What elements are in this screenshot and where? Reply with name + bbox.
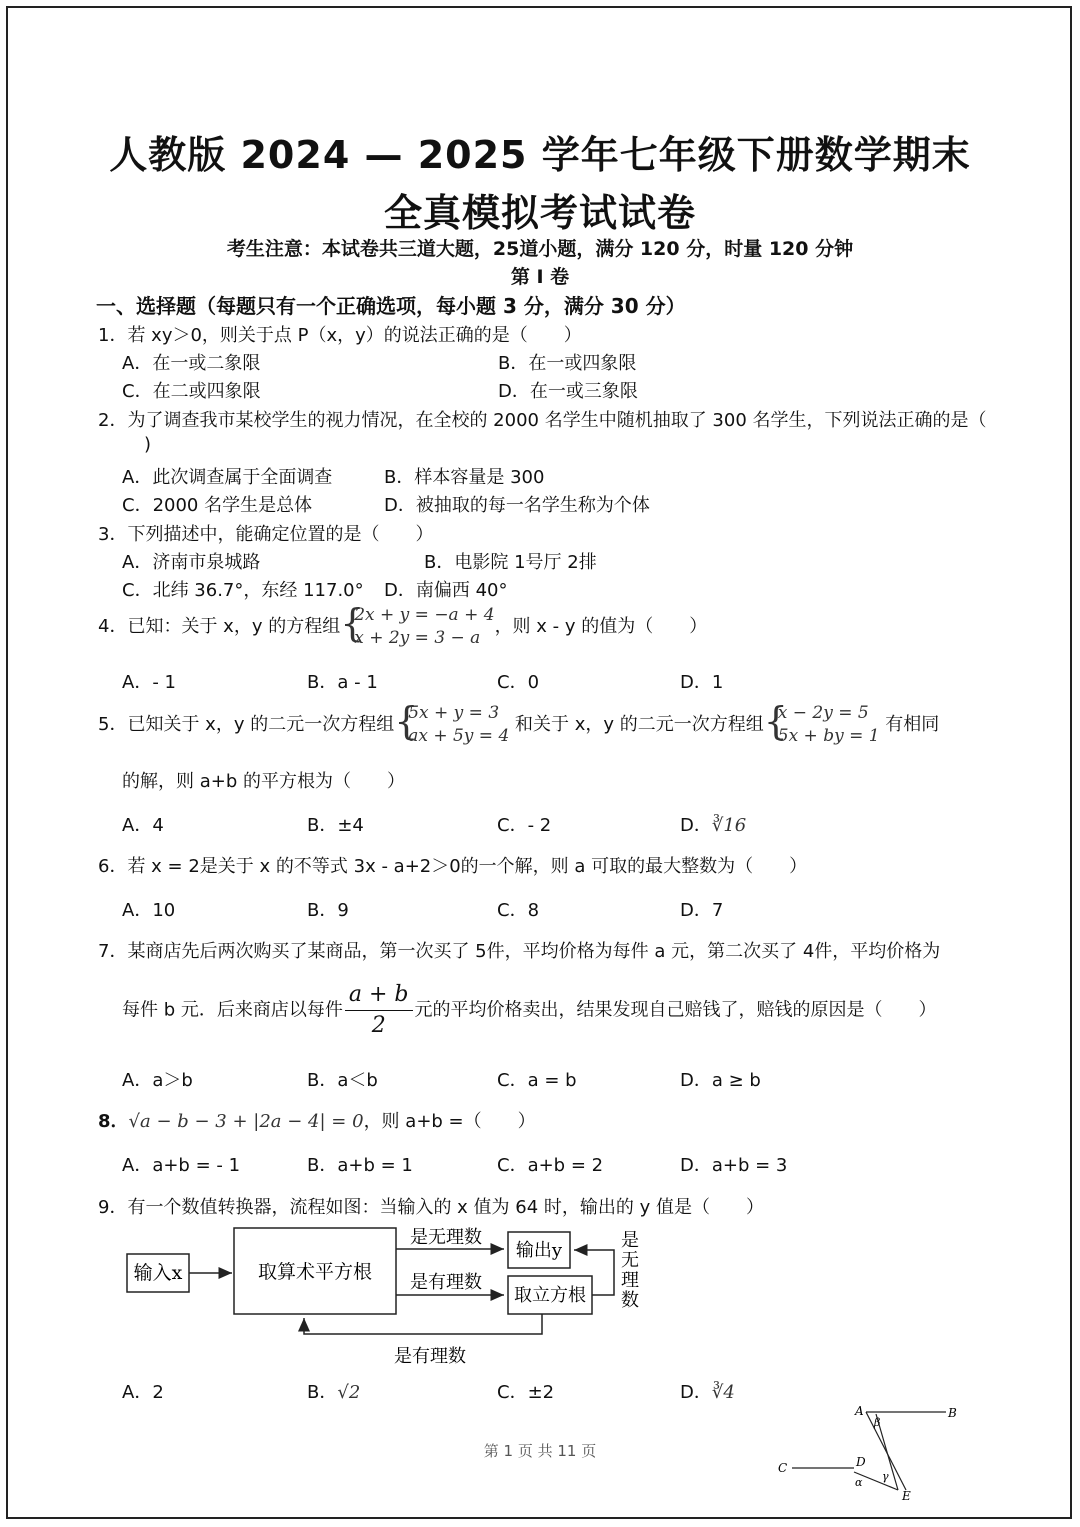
volume-label: 第 Ⅰ 卷 (510, 266, 570, 288)
angle-gamma-label: γ (882, 1470, 889, 1483)
q4-eq2: x + 2y = 3 − a (354, 628, 481, 648)
flow-irrational-side-char1: 是 (621, 1230, 639, 1251)
question-2-stem: 2．为了调查我市某校学生的视力情况，在全校的 2000 名学生中随机抽取了 300 名学生，下列说法正确的是（ (98, 410, 987, 431)
flow-sqrt-label: 取算术平方根 (257, 1261, 373, 1283)
q8-expression: √a − b − 3 + |2a − 4| = 0 (128, 1111, 364, 1132)
question-5-line2: 的解，则 a+b 的平方根为（ ） (122, 771, 405, 792)
q5-sysb-eq1: x − 2y = 5 (777, 703, 869, 723)
q4-option-b: B．a - 1 (307, 672, 378, 693)
exam-title-line1: 人教版 2024 — 2025 学年七年级下册数学期末 (109, 133, 971, 177)
point-a-label: A (855, 1404, 864, 1418)
question-2-stem-end: ) (144, 434, 152, 455)
section-heading: 一、选择题（每题只有一个正确选项，每小题 3 分，满分 30 分） (96, 294, 686, 318)
q4-eq1: 2x + y = −a + 4 (354, 605, 495, 625)
q4-option-a: A．- 1 (122, 672, 176, 693)
angle-beta-label: β (874, 1416, 881, 1429)
q5-prefix: 5．已知关于 x，y 的二元一次方程组 (98, 714, 395, 735)
q3-option-d: D．南偏西 40° (384, 580, 508, 601)
q8-number: 8． (98, 1111, 129, 1132)
question-3-stem: 3．下列描述中，能确定位置的是（ ） (98, 524, 434, 545)
flow-irrational-top-label: 是无理数 (410, 1227, 482, 1248)
question-7-stem: 7．某商店先后两次购买了某商品，第一次买了 5件，平均价格为每件 a 元，第二次买了 4件，平均价格为 (98, 941, 941, 962)
question-9-stem: 9．有一个数值转换器，流程如图：当输入的 x 值为 64 时，输出的 y 值是（ ） (98, 1197, 764, 1218)
question-8-stem (98, 1107, 536, 1133)
q7-frac-numerator: a + b (345, 980, 413, 1011)
q5-system-b: { x − 2y = 5 5x + by = 1 (763, 699, 880, 746)
q5-sysa-eq2: ax + 5y = 4 (408, 726, 510, 746)
q2-option-a: A．此次调查属于全面调查 (122, 467, 333, 488)
q6-option-c: C．8 (497, 900, 540, 921)
q8-option-b: B．a+b = 1 (307, 1155, 413, 1176)
q5-option-a: A．4 (122, 815, 164, 836)
q9-option-a: A．2 (122, 1382, 164, 1403)
q9-option-d (680, 1378, 735, 1404)
q3-option-b: B．电影院 1号厅 2排 (424, 552, 597, 573)
page-footer: 第 1 页 共 11 页 (483, 1442, 597, 1460)
flow-irrational-side-char4: 数 (621, 1290, 639, 1311)
q7-line2-prefix: 每件 b 元．后来商店以每件 (122, 999, 343, 1021)
q7-line2-suffix: 元的平均价格卖出，结果发现自己赔钱了，赔钱的原因是（ ） (414, 999, 937, 1021)
q6-option-d: D．7 (680, 900, 724, 921)
q4-option-d: D．1 (680, 672, 724, 693)
q5-option-d-label: D． (680, 815, 712, 836)
q8-option-d: D．a+b = 3 (680, 1155, 788, 1176)
q8-option-c: C．a+b = 2 (497, 1155, 604, 1176)
flow-input-label: 输入x (133, 1262, 183, 1284)
q5-sysa-eq1: 5x + y = 3 (408, 703, 500, 723)
q8-option-a: A．a+b = - 1 (122, 1155, 241, 1176)
q5-option-d (680, 811, 746, 837)
point-c-label: C (778, 1461, 788, 1475)
flow-rational-mid-label: 是有理数 (410, 1272, 482, 1293)
q7-option-c: C．a = b (497, 1070, 577, 1091)
q5-option-d-math: ∛16 (711, 815, 747, 836)
flow-irrational-side-char3: 理 (621, 1270, 639, 1291)
q1-option-a: A．在一或二象限 (122, 353, 261, 374)
q5-middle: 和关于 x，y 的二元一次方程组 (515, 714, 764, 735)
q5-option-b: B．±4 (307, 815, 364, 836)
q7-fraction (345, 980, 413, 1041)
q5-option-c: C．- 2 (497, 815, 552, 836)
flow-irrational-side-char2: 无 (621, 1250, 639, 1271)
flow-rational-bottom-label: 是有理数 (394, 1346, 466, 1367)
q9-option-b-math: √2 (337, 1382, 361, 1403)
exam-title-line2: 全真模拟考试试卷 (383, 191, 696, 235)
q1-option-b: B．在一或四象限 (498, 353, 637, 374)
q9-option-d-math: ∛4 (711, 1382, 735, 1403)
flow-cbrt-label: 取立方根 (514, 1285, 586, 1306)
q9-option-d-label: D． (680, 1382, 712, 1403)
q7-option-b: B．a＜b (307, 1070, 378, 1091)
q5-suffix: 有相同 (885, 714, 940, 735)
q7-option-a: A．a＞b (122, 1070, 193, 1091)
angle-alpha-label: α (855, 1476, 863, 1489)
q9-option-c: C．±2 (497, 1382, 555, 1403)
q5-system-a: { 5x + y = 3 ax + 5y = 4 (394, 699, 510, 746)
q6-option-b: B．9 (307, 900, 349, 921)
flow-output-label: 输出y (515, 1240, 563, 1261)
q3-option-c: C．北纬 36.7°，东经 117.0° (122, 580, 364, 601)
q1-option-c: C．在二或四象限 (122, 381, 261, 402)
question-7-line2 (122, 980, 937, 1041)
q1-option-d: D．在一或三象限 (498, 381, 638, 402)
q2-option-c: C．2000 名学生是总体 (122, 495, 313, 516)
q2-option-d: D．被抽取的每一名学生称为个体 (384, 495, 650, 516)
q9-option-b-label: B． (307, 1382, 338, 1403)
q7-frac-denominator: 2 (371, 1013, 386, 1038)
question-5-stem (98, 699, 940, 748)
q2-option-b: B．样本容量是 300 (384, 467, 545, 488)
q4-suffix: ，则 x - y 的值为（ ） (494, 616, 708, 637)
q4-equation-system: { 2x + y = −a + 4 x + 2y = 3 − a (340, 601, 495, 648)
question-1-stem: 1．若 xy＞0，则关于点 P（x，y）的说法正确的是（ ） (98, 325, 582, 346)
q9-option-b (307, 1378, 360, 1404)
question-4-stem (98, 601, 708, 650)
question-6-stem: 6．若 x = 2是关于 x 的不等式 3x - a+2＞0的一个解，则 a 可取的最大整数为（ ） (98, 856, 808, 877)
q4-option-c: C．0 (497, 672, 540, 693)
exam-notice: 考生注意：本试卷共三道大题，25道小题，满分 120 分，时量 120 分钟 (226, 238, 854, 260)
q4-prefix: 4．已知：关于 x，y 的方程组 (98, 616, 341, 637)
q8-suffix: ，则 a+b =（ ） (363, 1111, 536, 1132)
point-b-label: B (948, 1406, 957, 1420)
point-d-label: D (856, 1455, 866, 1469)
q6-option-a: A．10 (122, 900, 176, 921)
q7-option-d: D．a ≥ b (680, 1070, 761, 1091)
q5-sysb-eq2: 5x + by = 1 (777, 726, 880, 746)
q3-option-a: A．济南市泉城路 (122, 552, 261, 573)
flowchart-diagram (120, 1222, 650, 1372)
point-e-label: E (902, 1489, 911, 1503)
